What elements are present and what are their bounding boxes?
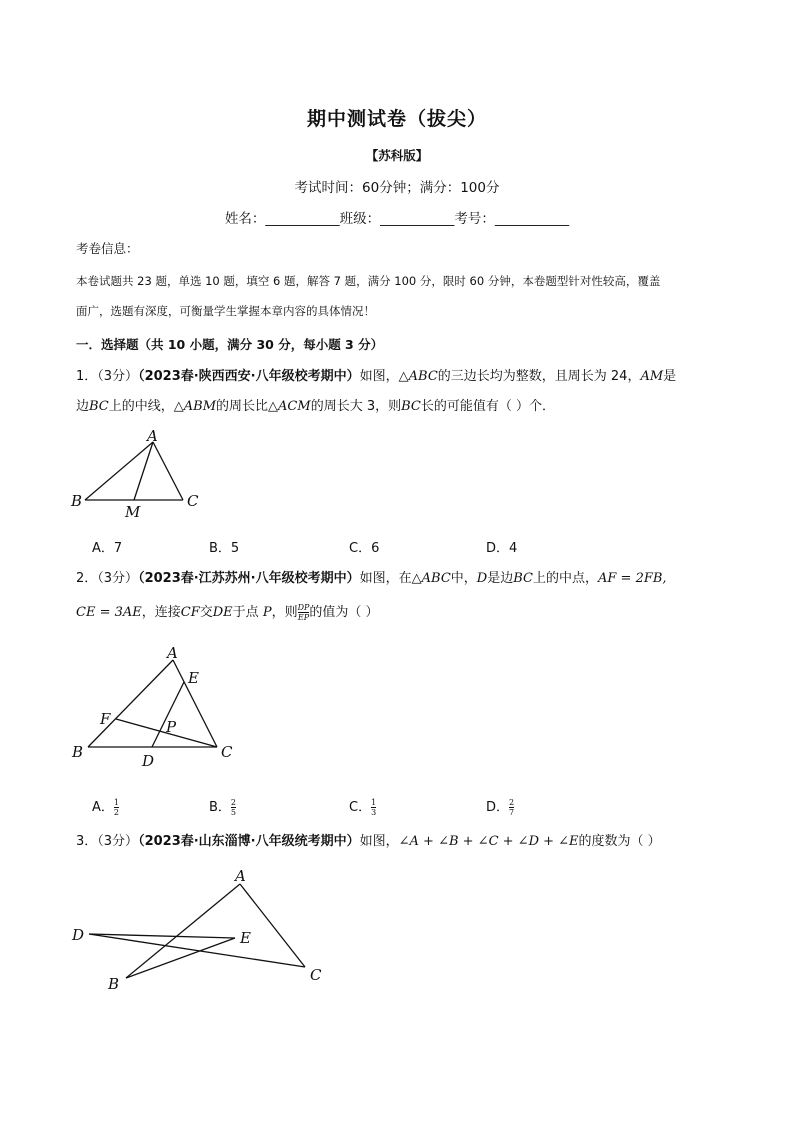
q1-math: BC [401, 399, 421, 414]
q3-star-figure [60, 860, 340, 1000]
q3-label-e: E [240, 929, 251, 947]
q2-frac-den: EP [297, 613, 310, 622]
q2-math: CF [180, 605, 200, 620]
q1-option-d: D．4 [486, 541, 518, 556]
q3-segment-dc [89, 934, 305, 967]
q2-text: 如图，在 [359, 571, 412, 586]
q2-label-c: C [221, 743, 233, 761]
question-1-line-1 [76, 367, 726, 387]
q1-label-b: B [71, 492, 83, 510]
q3-label-c: C [310, 966, 322, 984]
q2-option-b [209, 796, 236, 817]
q2-label-d: D [142, 752, 155, 770]
q1-number: 1． [76, 369, 98, 384]
q2-option-d-label: D． [486, 800, 510, 815]
q2-label-p: P [166, 718, 177, 736]
info-line-1: 本卷试题共 23 题，单选 10 题，填空 6 题，解答 7 题，满分 100 分，限时 60 分钟，本卷题型针对性较高，覆盖 [76, 274, 661, 288]
q2-text: 中， [450, 571, 477, 586]
q2-number: 2． [76, 571, 98, 586]
q1-math: △ABC [398, 369, 438, 384]
q1-math: AM [640, 369, 664, 384]
q2-text: 是边 [487, 571, 514, 586]
question-2-line-2 [76, 603, 726, 623]
question-3-line-1 [76, 832, 726, 852]
q2-frac-num: DP [297, 603, 310, 612]
q3-label-d: D [72, 926, 85, 944]
q2-option-d-num: 2 [509, 798, 515, 807]
q2-math: BC [513, 571, 533, 586]
page-title: 期中测试卷（拔尖） [306, 108, 487, 130]
q2-option-b-den: 5 [230, 808, 237, 817]
number-blank: ___________ [494, 211, 570, 227]
q2-option-a-frac [114, 798, 119, 817]
info-heading: 考卷信息： [76, 241, 139, 256]
info-line-2: 面广，选题有深度，可衡量学生掌握本章内容的具体情况！ [76, 304, 375, 318]
student-info-line [0, 207, 794, 227]
edition-label: 【苏科版】 [365, 148, 429, 163]
q3-text: 的度数为（ ） [578, 834, 661, 849]
q1-math: BC [89, 399, 109, 414]
q2-math: CE = 3AE [76, 605, 142, 620]
section-heading: 一．选择题（共 10 小题，满分 30 分，每小题 3 分） [76, 337, 384, 352]
q1-label-c: C [187, 492, 199, 510]
q1-side-ab [85, 442, 153, 500]
q1-text: 上的中线， [108, 399, 174, 414]
q3-label-b: B [108, 975, 120, 993]
q2-text: 交 [199, 605, 213, 620]
q2-math: DE [212, 605, 233, 620]
q3-segment-ac [240, 884, 305, 967]
q1-label-a: A [147, 427, 158, 445]
q1-side-ac [153, 442, 183, 500]
q2-label-b: B [72, 743, 84, 761]
q2-option-c-frac [371, 798, 376, 817]
q2-side-ab [88, 660, 173, 747]
q2-label-f: F [100, 710, 111, 728]
q2-text: 上的中点， [533, 571, 599, 586]
q3-source: （2023春·山东淄博·八年级统考期中） [138, 834, 360, 849]
class-label: 班级： [339, 211, 381, 227]
q2-label-e: E [188, 669, 199, 687]
q2-math: △ABC [411, 571, 451, 586]
q2-text: ，则 [271, 605, 298, 620]
q2-math: D [476, 571, 488, 586]
q2-score: （3分） [97, 571, 139, 586]
q2-segment-de [152, 682, 184, 747]
name-blank: ___________ [265, 211, 340, 227]
q3-label-a: A [235, 867, 246, 885]
q1-text: 是 [663, 369, 677, 384]
q2-option-a-den: 2 [113, 808, 119, 817]
q1-math: △ABM [173, 399, 217, 414]
q2-option-a-label: A． [92, 800, 114, 815]
q1-math: △ACM [268, 399, 311, 414]
name-label: 姓名： [224, 211, 266, 227]
q3-score: （3分） [97, 834, 139, 849]
q1-text: 的三边长均为整数，且周长为 24， [437, 369, 641, 384]
q3-text: 如图， [359, 834, 399, 849]
q1-option-a: A．7 [92, 541, 123, 556]
q1-text: 长的可能值有（ ）个． [420, 399, 555, 414]
q3-math: ∠A + ∠B + ∠C + ∠D + ∠E [398, 834, 579, 849]
q1-triangle-figure [60, 425, 220, 525]
q2-fraction [298, 603, 310, 622]
q2-option-c-label: C． [349, 800, 372, 815]
q1-score: （3分） [97, 369, 139, 384]
q2-math: P [262, 605, 272, 620]
q2-option-c [349, 796, 376, 817]
q1-source: （2023春·陕西西安·八年级校考期中） [138, 369, 360, 384]
q2-option-a-num: 1 [113, 798, 119, 807]
question-2-line-1 [76, 569, 726, 589]
q2-source: （2023春·江苏苏州·八年级校考期中） [138, 571, 360, 586]
q1-text: 如图， [359, 369, 399, 384]
q3-segment-ab [126, 884, 240, 978]
q2-option-c-den: 3 [371, 808, 377, 817]
question-1-line-2 [76, 397, 726, 417]
q1-label-m: M [125, 503, 141, 521]
q2-text: 于点 [232, 605, 263, 620]
exam-info: 考试时间：60分钟；满分：100分 [294, 180, 500, 196]
q2-text: ，连接 [141, 605, 181, 620]
q2-option-d-den: 7 [509, 808, 515, 817]
q1-option-c: C．6 [349, 541, 380, 556]
q2-option-a [92, 796, 119, 817]
q1-text: 的周长比 [216, 399, 269, 414]
class-blank: ___________ [380, 211, 455, 227]
q2-triangle-figure [60, 640, 250, 775]
q1-text: 的周长大 3，则 [310, 399, 402, 414]
number-label: 考号： [454, 211, 495, 227]
q2-option-b-num: 2 [230, 798, 237, 807]
q3-number: 3． [76, 834, 98, 849]
q1-option-b: B．5 [209, 541, 240, 556]
q2-option-d [486, 796, 514, 817]
q2-math: AF = 2FB, [598, 571, 667, 586]
q3-segment-eb [126, 938, 235, 978]
q2-option-b-label: B． [209, 800, 231, 815]
q2-option-d-frac [509, 798, 514, 817]
q2-option-c-num: 1 [371, 798, 377, 807]
q2-option-b-frac [231, 798, 236, 817]
q1-text: 边 [76, 399, 90, 414]
q2-label-a: A [167, 644, 178, 662]
q2-text: 的值为（ ） [309, 605, 379, 620]
